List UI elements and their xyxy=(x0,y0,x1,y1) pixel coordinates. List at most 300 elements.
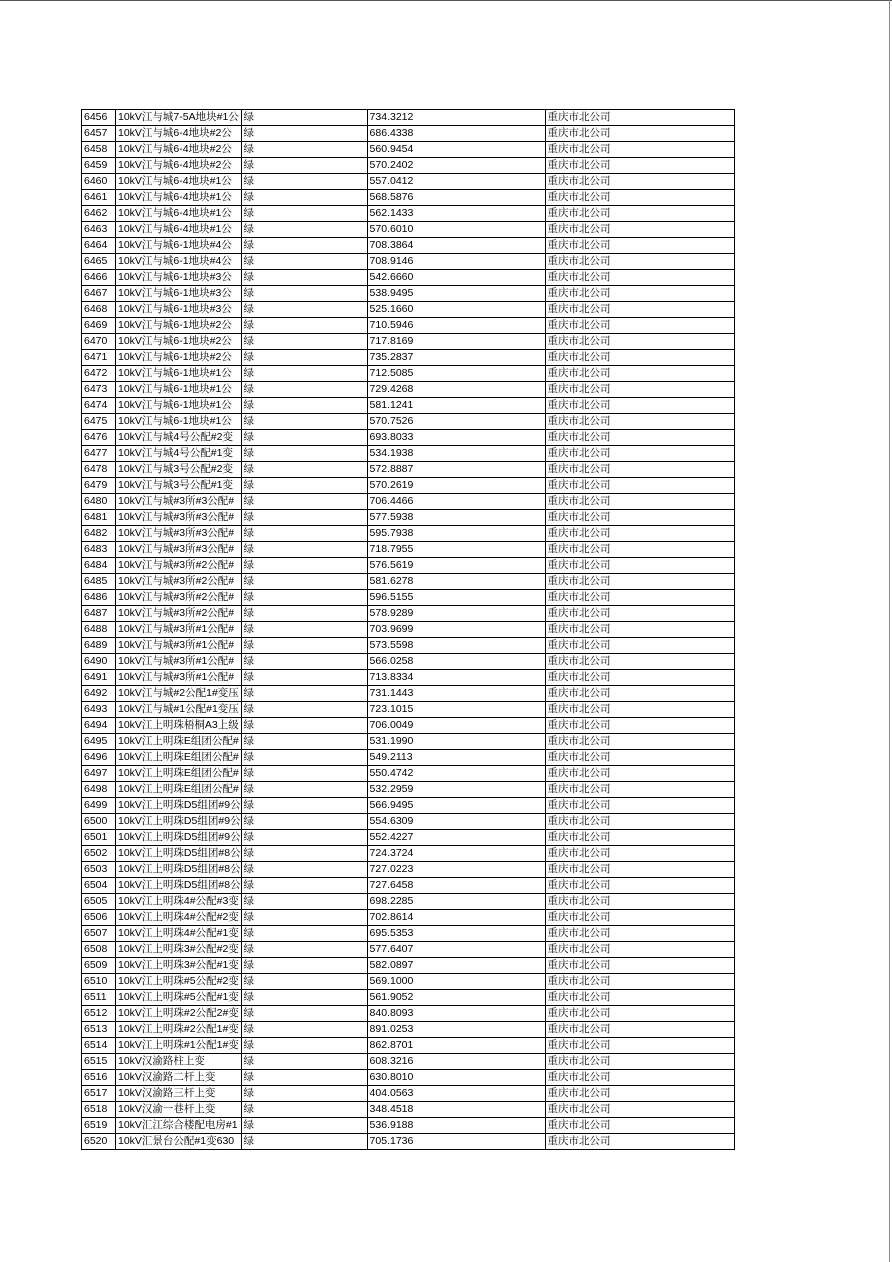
cell-color: 绿 xyxy=(241,686,367,702)
cell-org: 重庆市北公司 xyxy=(545,478,734,494)
cell-org: 重庆市北公司 xyxy=(545,462,734,478)
cell-id: 6504 xyxy=(82,878,116,894)
cell-name: 10kV江与城6-1地块#3公 xyxy=(116,302,242,318)
cell-org: 重庆市北公司 xyxy=(545,926,734,942)
cell-value: 582.0897 xyxy=(367,958,545,974)
cell-id: 6519 xyxy=(82,1118,116,1134)
table-row xyxy=(82,366,735,382)
cell-name: 10kV江上明珠D5组团#8公 xyxy=(116,862,242,878)
cell-color: 绿 xyxy=(241,942,367,958)
cell-org: 重庆市北公司 xyxy=(545,494,734,510)
cell-value: 717.8169 xyxy=(367,334,545,350)
cell-id: 6456 xyxy=(82,110,116,126)
table-row xyxy=(82,782,735,798)
cell-color: 绿 xyxy=(241,1038,367,1054)
cell-name: 10kV江与城#3所#2公配# xyxy=(116,574,242,590)
cell-value: 560.9454 xyxy=(367,142,545,158)
cell-value: 557.0412 xyxy=(367,174,545,190)
cell-value: 549.2113 xyxy=(367,750,545,766)
cell-color: 绿 xyxy=(241,222,367,238)
cell-id: 6460 xyxy=(82,174,116,190)
cell-name: 10kV江与城4号公配#2变 xyxy=(116,430,242,446)
cell-name: 10kV江上明珠3#公配#1变 xyxy=(116,958,242,974)
cell-org: 重庆市北公司 xyxy=(545,766,734,782)
cell-value: 569.1000 xyxy=(367,974,545,990)
table-row xyxy=(82,894,735,910)
table-row xyxy=(82,590,735,606)
cell-color: 绿 xyxy=(241,318,367,334)
cell-value: 568.5876 xyxy=(367,190,545,206)
cell-color: 绿 xyxy=(241,974,367,990)
cell-id: 6468 xyxy=(82,302,116,318)
cell-id: 6512 xyxy=(82,1006,116,1022)
cell-org: 重庆市北公司 xyxy=(545,590,734,606)
cell-id: 6511 xyxy=(82,990,116,1006)
cell-name: 10kV江上明珠4#公配#1变 xyxy=(116,926,242,942)
cell-id: 6487 xyxy=(82,606,116,622)
cell-value: 708.9146 xyxy=(367,254,545,270)
cell-value: 710.5946 xyxy=(367,318,545,334)
table-row xyxy=(82,430,735,446)
cell-value: 731.1443 xyxy=(367,686,545,702)
cell-value: 703.9699 xyxy=(367,622,545,638)
table-row xyxy=(82,190,735,206)
cell-id: 6491 xyxy=(82,670,116,686)
cell-color: 绿 xyxy=(241,366,367,382)
cell-color: 绿 xyxy=(241,1134,367,1150)
cell-value: 608.3216 xyxy=(367,1054,545,1070)
cell-id: 6508 xyxy=(82,942,116,958)
table-row xyxy=(82,446,735,462)
cell-value: 695.5353 xyxy=(367,926,545,942)
cell-org: 重庆市北公司 xyxy=(545,142,734,158)
cell-value: 705.1736 xyxy=(367,1134,545,1150)
cell-org: 重庆市北公司 xyxy=(545,398,734,414)
cell-value: 727.6458 xyxy=(367,878,545,894)
table-row xyxy=(82,814,735,830)
cell-name: 10kV江与城#3所#3公配# xyxy=(116,510,242,526)
cell-org: 重庆市北公司 xyxy=(545,830,734,846)
cell-color: 绿 xyxy=(241,782,367,798)
cell-color: 绿 xyxy=(241,558,367,574)
table-row xyxy=(82,382,735,398)
cell-name: 10kV汇景台公配#1变630 xyxy=(116,1134,242,1150)
cell-name: 10kV江与城6-4地块#1公 xyxy=(116,190,242,206)
table-row xyxy=(82,606,735,622)
cell-value: 702.8614 xyxy=(367,910,545,926)
cell-value: 525.1660 xyxy=(367,302,545,318)
cell-name: 10kV江与城6-1地块#2公 xyxy=(116,350,242,366)
cell-value: 581.6278 xyxy=(367,574,545,590)
cell-color: 绿 xyxy=(241,958,367,974)
cell-name: 10kV汉渝路柱上变 xyxy=(116,1054,242,1070)
cell-id: 6465 xyxy=(82,254,116,270)
cell-id: 6520 xyxy=(82,1134,116,1150)
table-row xyxy=(82,414,735,430)
cell-name: 10kV江与城6-1地块#4公 xyxy=(116,254,242,270)
cell-org: 重庆市北公司 xyxy=(545,814,734,830)
cell-org: 重庆市北公司 xyxy=(545,414,734,430)
cell-org: 重庆市北公司 xyxy=(545,110,734,126)
cell-name: 10kV江与城#3所#1公配# xyxy=(116,670,242,686)
cell-org: 重庆市北公司 xyxy=(545,206,734,222)
cell-name: 10kV江上明珠#1公配1#变 xyxy=(116,1038,242,1054)
cell-org: 重庆市北公司 xyxy=(545,606,734,622)
cell-color: 绿 xyxy=(241,494,367,510)
cell-value: 572.8887 xyxy=(367,462,545,478)
table-row xyxy=(82,974,735,990)
cell-org: 重庆市北公司 xyxy=(545,526,734,542)
cell-org: 重庆市北公司 xyxy=(545,686,734,702)
cell-org: 重庆市北公司 xyxy=(545,446,734,462)
cell-value: 595.7938 xyxy=(367,526,545,542)
table-row xyxy=(82,462,735,478)
table-row xyxy=(82,1006,735,1022)
cell-name: 10kV江与城6-1地块#3公 xyxy=(116,286,242,302)
cell-org: 重庆市北公司 xyxy=(545,254,734,270)
cell-id: 6497 xyxy=(82,766,116,782)
cell-id: 6473 xyxy=(82,382,116,398)
cell-value: 630.8010 xyxy=(367,1070,545,1086)
cell-color: 绿 xyxy=(241,1022,367,1038)
table-row xyxy=(82,686,735,702)
cell-id: 6485 xyxy=(82,574,116,590)
cell-name: 10kV江与城6-1地块#1公 xyxy=(116,398,242,414)
cell-id: 6475 xyxy=(82,414,116,430)
cell-name: 10kV江与城#3所#2公配# xyxy=(116,558,242,574)
cell-id: 6481 xyxy=(82,510,116,526)
cell-color: 绿 xyxy=(241,174,367,190)
table-row xyxy=(82,990,735,1006)
cell-org: 重庆市北公司 xyxy=(545,366,734,382)
cell-org: 重庆市北公司 xyxy=(545,126,734,142)
cell-name: 10kV江与城#3所#2公配# xyxy=(116,590,242,606)
cell-org: 重庆市北公司 xyxy=(545,734,734,750)
table-row xyxy=(82,510,735,526)
cell-value: 534.1938 xyxy=(367,446,545,462)
cell-color: 绿 xyxy=(241,766,367,782)
cell-name: 10kV江与城4号公配#1变 xyxy=(116,446,242,462)
cell-name: 10kV江上明珠D5组团#9公 xyxy=(116,814,242,830)
cell-name: 10kV江与城#3所#3公配# xyxy=(116,542,242,558)
cell-color: 绿 xyxy=(241,110,367,126)
cell-org: 重庆市北公司 xyxy=(545,542,734,558)
cell-org: 重庆市北公司 xyxy=(545,1102,734,1118)
cell-color: 绿 xyxy=(241,1118,367,1134)
cell-value: 727.0223 xyxy=(367,862,545,878)
cell-color: 绿 xyxy=(241,238,367,254)
cell-org: 重庆市北公司 xyxy=(545,574,734,590)
cell-org: 重庆市北公司 xyxy=(545,942,734,958)
cell-color: 绿 xyxy=(241,1054,367,1070)
cell-value: 596.5155 xyxy=(367,590,545,606)
table-row xyxy=(82,222,735,238)
cell-value: 729.4268 xyxy=(367,382,545,398)
cell-value: 840.8093 xyxy=(367,1006,545,1022)
table-row xyxy=(82,622,735,638)
cell-name: 10kV江与城6-1地块#3公 xyxy=(116,270,242,286)
cell-name: 10kV江上明珠D5组团#8公 xyxy=(116,878,242,894)
cell-value: 570.2402 xyxy=(367,158,545,174)
cell-id: 6510 xyxy=(82,974,116,990)
table-row xyxy=(82,110,735,126)
cell-org: 重庆市北公司 xyxy=(545,1070,734,1086)
cell-name: 10kV江与城3号公配#1变 xyxy=(116,478,242,494)
table-row xyxy=(82,1022,735,1038)
cell-id: 6490 xyxy=(82,654,116,670)
cell-name: 10kV江与城#1公配#1变压 xyxy=(116,702,242,718)
cell-name: 10kV江上明珠3#公配#2变 xyxy=(116,942,242,958)
table-row xyxy=(82,398,735,414)
cell-color: 绿 xyxy=(241,926,367,942)
table-row xyxy=(82,750,735,766)
table-row xyxy=(82,846,735,862)
cell-id: 6458 xyxy=(82,142,116,158)
cell-name: 10kV江上明珠E组团公配# xyxy=(116,750,242,766)
cell-color: 绿 xyxy=(241,878,367,894)
table-row xyxy=(82,1086,735,1102)
cell-color: 绿 xyxy=(241,142,367,158)
cell-color: 绿 xyxy=(241,798,367,814)
cell-name: 10kV江与城#2公配1#变压 xyxy=(116,686,242,702)
cell-value: 712.5085 xyxy=(367,366,545,382)
cell-color: 绿 xyxy=(241,846,367,862)
cell-id: 6466 xyxy=(82,270,116,286)
cell-value: 538.9495 xyxy=(367,286,545,302)
cell-id: 6492 xyxy=(82,686,116,702)
cell-name: 10kV江上明珠D5组团#8公 xyxy=(116,846,242,862)
table-row xyxy=(82,206,735,222)
cell-color: 绿 xyxy=(241,334,367,350)
table-row xyxy=(82,718,735,734)
cell-org: 重庆市北公司 xyxy=(545,958,734,974)
cell-id: 6478 xyxy=(82,462,116,478)
cell-name: 10kV江与城6-1地块#1公 xyxy=(116,382,242,398)
table-row xyxy=(82,558,735,574)
cell-org: 重庆市北公司 xyxy=(545,190,734,206)
cell-color: 绿 xyxy=(241,430,367,446)
cell-value: 577.5938 xyxy=(367,510,545,526)
cell-id: 6509 xyxy=(82,958,116,974)
table-row xyxy=(82,926,735,942)
cell-id: 6486 xyxy=(82,590,116,606)
page-top-border xyxy=(0,0,892,1)
table-row xyxy=(82,942,735,958)
cell-name: 10kV江上明珠D5组团#9公 xyxy=(116,830,242,846)
cell-org: 重庆市北公司 xyxy=(545,1054,734,1070)
cell-org: 重庆市北公司 xyxy=(545,1134,734,1150)
table-row xyxy=(82,910,735,926)
cell-name: 10kV江上明珠梧桐A3上级 xyxy=(116,718,242,734)
cell-color: 绿 xyxy=(241,894,367,910)
cell-org: 重庆市北公司 xyxy=(545,1006,734,1022)
cell-name: 10kV江与城#3所#1公配# xyxy=(116,638,242,654)
cell-id: 6500 xyxy=(82,814,116,830)
cell-name: 10kV汇江综合楼配电房#1 xyxy=(116,1118,242,1134)
cell-id: 6489 xyxy=(82,638,116,654)
cell-name: 10kV汉渝一巷杆上变 xyxy=(116,1102,242,1118)
cell-id: 6496 xyxy=(82,750,116,766)
cell-org: 重庆市北公司 xyxy=(545,558,734,574)
cell-id: 6498 xyxy=(82,782,116,798)
cell-org: 重庆市北公司 xyxy=(545,894,734,910)
cell-org: 重庆市北公司 xyxy=(545,1086,734,1102)
cell-value: 554.6309 xyxy=(367,814,545,830)
cell-color: 绿 xyxy=(241,270,367,286)
table-row xyxy=(82,1070,735,1086)
cell-color: 绿 xyxy=(241,190,367,206)
cell-name: 10kV江与城6-1地块#4公 xyxy=(116,238,242,254)
cell-color: 绿 xyxy=(241,286,367,302)
cell-value: 698.2285 xyxy=(367,894,545,910)
cell-value: 713.8334 xyxy=(367,670,545,686)
cell-name: 10kV江上明珠4#公配#3变 xyxy=(116,894,242,910)
cell-id: 6483 xyxy=(82,542,116,558)
cell-color: 绿 xyxy=(241,1086,367,1102)
cell-org: 重庆市北公司 xyxy=(545,286,734,302)
cell-org: 重庆市北公司 xyxy=(545,510,734,526)
cell-value: 578.9289 xyxy=(367,606,545,622)
cell-id: 6484 xyxy=(82,558,116,574)
cell-value: 576.5619 xyxy=(367,558,545,574)
cell-org: 重庆市北公司 xyxy=(545,430,734,446)
cell-org: 重庆市北公司 xyxy=(545,334,734,350)
cell-org: 重庆市北公司 xyxy=(545,382,734,398)
cell-id: 6516 xyxy=(82,1070,116,1086)
cell-value: 570.7526 xyxy=(367,414,545,430)
table-row xyxy=(82,318,735,334)
cell-id: 6477 xyxy=(82,446,116,462)
cell-name: 10kV江与城6-4地块#2公 xyxy=(116,158,242,174)
cell-color: 绿 xyxy=(241,638,367,654)
cell-org: 重庆市北公司 xyxy=(545,1118,734,1134)
table-row xyxy=(82,126,735,142)
cell-color: 绿 xyxy=(241,478,367,494)
cell-value: 566.0258 xyxy=(367,654,545,670)
cell-value: 550.4742 xyxy=(367,766,545,782)
cell-id: 6506 xyxy=(82,910,116,926)
cell-color: 绿 xyxy=(241,398,367,414)
cell-id: 6495 xyxy=(82,734,116,750)
table-row xyxy=(82,174,735,190)
cell-org: 重庆市北公司 xyxy=(545,862,734,878)
cell-value: 718.7955 xyxy=(367,542,545,558)
cell-id: 6474 xyxy=(82,398,116,414)
cell-id: 6459 xyxy=(82,158,116,174)
cell-color: 绿 xyxy=(241,622,367,638)
cell-name: 10kV江上明珠#2公配2#变 xyxy=(116,1006,242,1022)
cell-id: 6515 xyxy=(82,1054,116,1070)
data-table xyxy=(81,109,735,1150)
cell-id: 6470 xyxy=(82,334,116,350)
cell-color: 绿 xyxy=(241,1070,367,1086)
cell-name: 10kV江上明珠#5公配#1变 xyxy=(116,990,242,1006)
table-row xyxy=(82,334,735,350)
cell-name: 10kV江与城6-4地块#1公 xyxy=(116,206,242,222)
table-row xyxy=(82,830,735,846)
cell-value: 708.3864 xyxy=(367,238,545,254)
cell-color: 绿 xyxy=(241,862,367,878)
cell-id: 6476 xyxy=(82,430,116,446)
table-row xyxy=(82,254,735,270)
cell-color: 绿 xyxy=(241,126,367,142)
table-row xyxy=(82,670,735,686)
cell-value: 686.4338 xyxy=(367,126,545,142)
cell-value: 734.3212 xyxy=(367,110,545,126)
cell-value: 706.4466 xyxy=(367,494,545,510)
cell-org: 重庆市北公司 xyxy=(545,302,734,318)
cell-id: 6517 xyxy=(82,1086,116,1102)
cell-id: 6463 xyxy=(82,222,116,238)
cell-name: 10kV汉渝路二杆上变 xyxy=(116,1070,242,1086)
table-row xyxy=(82,286,735,302)
cell-org: 重庆市北公司 xyxy=(545,1022,734,1038)
cell-value: 566.9495 xyxy=(367,798,545,814)
table-row xyxy=(82,1118,735,1134)
cell-name: 10kV江与城#3所#2公配# xyxy=(116,606,242,622)
cell-org: 重庆市北公司 xyxy=(545,270,734,286)
cell-name: 10kV江与城7-5A地块#1公 xyxy=(116,110,242,126)
cell-name: 10kV江与城#3所#3公配# xyxy=(116,526,242,542)
table-row xyxy=(82,766,735,782)
table-row xyxy=(82,542,735,558)
cell-id: 6467 xyxy=(82,286,116,302)
cell-id: 6507 xyxy=(82,926,116,942)
cell-id: 6493 xyxy=(82,702,116,718)
cell-name: 10kV江上明珠E组团公配# xyxy=(116,766,242,782)
cell-org: 重庆市北公司 xyxy=(545,654,734,670)
cell-color: 绿 xyxy=(241,990,367,1006)
cell-color: 绿 xyxy=(241,510,367,526)
table-row xyxy=(82,654,735,670)
cell-color: 绿 xyxy=(241,254,367,270)
cell-color: 绿 xyxy=(241,830,367,846)
cell-org: 重庆市北公司 xyxy=(545,798,734,814)
cell-id: 6488 xyxy=(82,622,116,638)
table-row xyxy=(82,302,735,318)
cell-name: 10kV江与城6-1地块#2公 xyxy=(116,334,242,350)
cell-name: 10kV江上明珠E组团公配# xyxy=(116,734,242,750)
cell-color: 绿 xyxy=(241,382,367,398)
cell-id: 6462 xyxy=(82,206,116,222)
cell-name: 10kV江与城6-4地块#1公 xyxy=(116,174,242,190)
cell-value: 532.2959 xyxy=(367,782,545,798)
cell-name: 10kV江与城6-4地块#1公 xyxy=(116,222,242,238)
cell-color: 绿 xyxy=(241,910,367,926)
cell-value: 723.1015 xyxy=(367,702,545,718)
cell-org: 重庆市北公司 xyxy=(545,318,734,334)
cell-color: 绿 xyxy=(241,526,367,542)
table-row xyxy=(82,1038,735,1054)
cell-color: 绿 xyxy=(241,702,367,718)
cell-value: 724.3724 xyxy=(367,846,545,862)
table-row xyxy=(82,526,735,542)
table-row xyxy=(82,638,735,654)
cell-org: 重庆市北公司 xyxy=(545,638,734,654)
cell-org: 重庆市北公司 xyxy=(545,718,734,734)
cell-org: 重庆市北公司 xyxy=(545,350,734,366)
cell-name: 10kV江上明珠4#公配#2变 xyxy=(116,910,242,926)
cell-color: 绿 xyxy=(241,158,367,174)
table-row xyxy=(82,158,735,174)
cell-name: 10kV江上明珠#5公配#2变 xyxy=(116,974,242,990)
cell-color: 绿 xyxy=(241,734,367,750)
cell-name: 10kV江与城#3所#3公配# xyxy=(116,494,242,510)
cell-value: 735.2837 xyxy=(367,350,545,366)
table-row xyxy=(82,798,735,814)
cell-color: 绿 xyxy=(241,654,367,670)
page-right-border xyxy=(889,0,890,1262)
